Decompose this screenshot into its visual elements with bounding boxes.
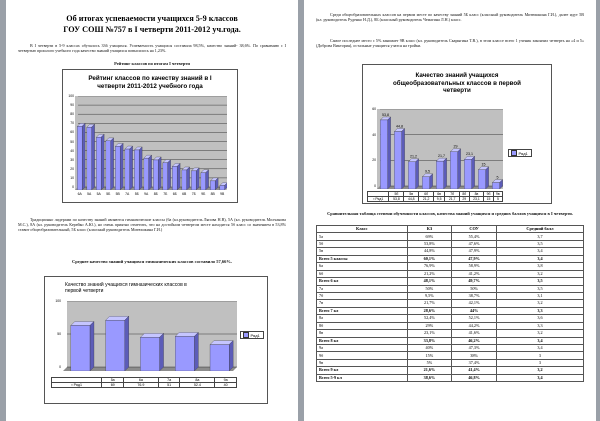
cell-avg: 3,5 — [496, 240, 583, 247]
cell-class: Всего 6 кл — [317, 278, 408, 285]
cell-class: Всего 5-9 кл — [317, 374, 408, 381]
bar — [144, 155, 152, 190]
data-table-category: 5а — [102, 378, 124, 383]
table-row — [317, 352, 584, 359]
cell-sou: 41,2% — [452, 270, 497, 277]
x-tick-label: 6А — [77, 192, 82, 196]
y-tick-label: 60 — [372, 107, 376, 111]
x-tick-label: 5В — [115, 192, 120, 196]
cell-sou: 47,9% — [452, 255, 497, 262]
cell-sou: 49,7% — [452, 278, 497, 285]
doc-title-line1: Об итогах успеваемости учащихся 5-9 классов — [66, 14, 238, 23]
intro-paragraph: В I четверти в 5-9 классах обучалось 336 учащихся. Успеваемость учащихся составила 98,5%, качество знаний- 38,6%. По сравнению с I четвертью прошлого учебного года качество знаний учащихся повысилось на 1,23%. — [18, 43, 286, 54]
table-row — [317, 248, 584, 255]
x-tick-label: 9Б — [201, 192, 206, 196]
gymnasium-chart — [44, 276, 268, 404]
bar-value-label: 21,7 — [438, 153, 445, 158]
x-tick-label: 7Б — [191, 192, 196, 196]
gymnasium-chart-plot — [63, 301, 237, 371]
table-row — [317, 263, 584, 270]
bar — [175, 332, 198, 371]
cell-class: 8в — [317, 330, 408, 337]
data-table-category: 8б — [460, 192, 469, 197]
data-table-values — [52, 383, 237, 388]
data-table-series-label: ▪ Ряд1 — [368, 197, 389, 202]
bar — [380, 117, 390, 189]
bar — [450, 149, 460, 189]
y-tick-label: 20 — [70, 166, 74, 171]
bar-value-label: 53,8 — [382, 112, 389, 117]
bar — [478, 167, 488, 189]
gymnasium-chart-title: Качество знаний учащихся гимназических классов в первой четверти — [65, 282, 187, 295]
data-table-values — [368, 197, 503, 202]
bar — [492, 180, 502, 189]
gymnasium-average-heading: Среднее качество знаний учащихся гимназических классов составило 57,66%. — [71, 259, 233, 264]
bar — [172, 163, 180, 190]
cell-sou: 46,8% — [452, 374, 497, 381]
table-row — [317, 359, 584, 366]
bar — [182, 167, 190, 190]
table-row — [317, 240, 584, 247]
comparison-table-header-row — [317, 226, 584, 233]
cell-avg: 3,5 — [496, 278, 583, 285]
general-chart-data-table — [367, 191, 503, 202]
data-table-category: 9а — [215, 378, 237, 383]
data-table-value: 15 — [484, 197, 493, 202]
cell-class: Всего 9 кл — [317, 367, 408, 374]
cell-avg: 3,8 — [496, 263, 583, 270]
cell-kz: 76,9% — [407, 263, 452, 270]
bar-value-label: 23,1 — [466, 152, 473, 157]
data-table-value: 21,7 — [445, 197, 460, 202]
data-table-value: 44,8 — [404, 197, 419, 202]
cell-kz: 60,1% — [407, 255, 452, 262]
table-row — [317, 337, 584, 344]
cell-kz: 21,7% — [407, 300, 452, 307]
data-table-value: 40 — [215, 383, 237, 388]
cell-sou: 44,2% — [452, 322, 497, 329]
cell-avg: 3,4 — [496, 248, 583, 255]
last-place-paragraph: Самое последнее место с 5% занимает 9В класс (кл. руководитель Скарыгина Т.В.), в этом классе всего 1 ученик закончил четверть на «4 и 5» (Доброва Виктория), остальные учащиеся учатся на тройки. — [316, 38, 584, 49]
y-tick-label: 60 — [70, 130, 74, 135]
y-tick-label: 0 — [374, 184, 376, 188]
cell-kz: 48,1% — [407, 278, 452, 285]
cell-sou: 38% — [452, 352, 497, 359]
y-tick-label: 80 — [70, 112, 74, 117]
cell-avg: 3,6 — [496, 315, 583, 322]
general-chart-legend-label: Ряд1 — [518, 150, 528, 156]
bar — [115, 143, 123, 190]
bar — [436, 158, 446, 189]
table-row — [317, 367, 584, 374]
gymnasium-chart-y-ticks — [49, 301, 61, 371]
bar-value-label: 21,2 — [410, 154, 417, 159]
bar — [210, 178, 218, 190]
y-tick-label: 50 — [70, 139, 74, 144]
cell-class: 7а — [317, 285, 408, 292]
cell-kz: 69% — [407, 233, 452, 240]
cell-class: Всего 5 классы — [317, 255, 408, 262]
cell-avg: 3,4 — [496, 345, 583, 352]
rating-chart — [62, 69, 238, 203]
rating-chart-x-labels — [75, 192, 227, 196]
data-table-category: 7б — [445, 192, 460, 197]
y-tick-label: 90 — [70, 103, 74, 108]
cell-class: 5в — [317, 248, 408, 255]
cell-kz: 23,1% — [407, 330, 452, 337]
bar — [140, 333, 163, 371]
data-table-value: 29 — [460, 197, 469, 202]
cell-avg: 3,4 — [496, 337, 583, 344]
general-classes-paragraph: Среди общеобразовательных классов на первом месте по качеству знаний 5Б класс (классный руководитель Митюшкина Г.И.), далее идут 5В (кл. руководитель Руденко Н.Д.), 8Б (классный руководитель Чемагина Л.Н.) класс. — [316, 12, 584, 23]
data-table-category: 6а — [124, 378, 159, 383]
comparison-table — [316, 225, 584, 382]
legend-swatch — [243, 332, 249, 338]
col-header-sou: СОУ — [452, 226, 497, 233]
x-tick-label: 6Б — [172, 192, 177, 196]
table-row — [317, 270, 584, 277]
cell-avg: 3,1 — [496, 292, 583, 299]
page-left — [6, 0, 298, 421]
bar — [153, 157, 161, 190]
bar — [77, 123, 85, 190]
data-table-category: 8а — [180, 378, 215, 383]
data-table-series-label: ▪ Ряд1 — [52, 383, 102, 388]
bar — [87, 124, 95, 190]
cell-class: 9б — [317, 352, 408, 359]
table-row — [317, 307, 584, 314]
cell-class: 5а — [317, 233, 408, 240]
data-table-category: 9в — [493, 192, 502, 197]
table-row — [317, 285, 584, 292]
table-row — [317, 300, 584, 307]
data-table-category: 7а — [158, 378, 180, 383]
data-table-value: 23,1 — [469, 197, 484, 202]
y-tick-label: 100 — [55, 299, 61, 303]
leaders-paragraph: Традиционно лидерами по качеству знаний являются гимназические классы (6а (кл.руководитель Ляпова Н.В), 5А (кл. руководитель Молчанова М.С.), 8А (кл. руководитель Керейко А.Ю.), но очень приятно отметить, что на достойном четвертом месте находится 5б класс со значением в 53,8% ставит общеобразовательный, 5Б класс (классный руководитель Митюшкина Г.И.) — [18, 217, 286, 233]
bar — [106, 316, 129, 371]
data-table-category: 8в — [469, 192, 484, 197]
bar — [125, 146, 133, 190]
col-header-avg: Средний балл — [496, 226, 583, 233]
table-row — [317, 292, 584, 299]
data-table-value: 69 — [102, 383, 124, 388]
cell-sou: 55,4% — [452, 233, 497, 240]
bar-value-label: 15 — [481, 162, 486, 167]
data-table-category: 6б — [419, 192, 434, 197]
cell-class: 9а — [317, 345, 408, 352]
cell-kz: 52,4% — [407, 315, 452, 322]
x-tick-label: 9А — [144, 192, 149, 196]
rating-chart-y-ticks — [64, 96, 74, 190]
bar — [210, 341, 233, 371]
bar-value-label: 9,5 — [425, 169, 430, 174]
cell-kz: 5% — [407, 359, 452, 366]
cell-avg: 3 — [496, 359, 583, 366]
table-row — [317, 255, 584, 262]
cell-avg: 3,2 — [496, 270, 583, 277]
cell-kz: 40% — [407, 345, 452, 352]
cell-avg: 3,4 — [496, 255, 583, 262]
col-header-class: Класс — [317, 226, 408, 233]
data-table-value: 9,5 — [434, 197, 445, 202]
x-tick-label: 5А — [87, 192, 92, 196]
gymnasium-chart-legend — [240, 331, 264, 339]
y-tick-label: 0 — [72, 185, 74, 189]
bar — [71, 321, 94, 371]
cell-sou: 41,4% — [452, 367, 497, 374]
cell-class: 6а — [317, 263, 408, 270]
data-table-category: 5в — [404, 192, 419, 197]
cell-kz: 15% — [407, 352, 452, 359]
cell-avg: 3,4 — [496, 374, 583, 381]
cell-class: Всего 7 кл — [317, 307, 408, 314]
data-table-value: 51 — [158, 383, 180, 388]
cell-kz: 33,8% — [407, 337, 452, 344]
data-table-value: 76.9 — [124, 383, 159, 388]
table-row — [317, 278, 584, 285]
general-chart-plot — [377, 109, 503, 189]
legend-swatch — [511, 150, 517, 156]
bar — [394, 129, 404, 189]
cell-class: 7в — [317, 300, 408, 307]
y-tick-label: 40 — [372, 132, 376, 137]
y-tick-label: 0 — [59, 365, 61, 369]
cell-sou: 47,3% — [452, 345, 497, 352]
data-table-value: 5 — [493, 197, 502, 202]
table-row — [317, 330, 584, 337]
x-tick-label: 5Б — [106, 192, 111, 196]
cell-sou: 42,1% — [452, 300, 497, 307]
cell-sou: 50% — [452, 285, 497, 292]
x-tick-label: 5А — [96, 192, 101, 196]
cell-sou: 37,4% — [452, 359, 497, 366]
y-tick-label: 10 — [70, 175, 74, 180]
bar — [191, 168, 199, 190]
data-table-category: 9б — [484, 192, 493, 197]
cell-class: Всего 8 кл — [317, 337, 408, 344]
table-row — [317, 374, 584, 381]
data-table-value: 52.4 — [180, 383, 215, 388]
rating-chart-plot — [75, 96, 227, 190]
cell-kz: 28,6% — [407, 307, 452, 314]
gymnasium-chart-data-table — [51, 377, 237, 388]
cell-class: 5б — [317, 240, 408, 247]
data-table-category: 5б — [389, 192, 404, 197]
table-row — [317, 233, 584, 240]
cell-avg: 3,3 — [496, 322, 583, 329]
x-tick-label: 7Б — [163, 192, 168, 196]
data-table-category: 6в — [434, 192, 445, 197]
x-tick-label: 8Б — [153, 192, 158, 196]
y-tick-label: 40 — [70, 148, 74, 153]
bar-value-label: 5 — [496, 175, 499, 180]
cell-sou: 47,9% — [452, 248, 497, 255]
x-tick-label: 5Б — [134, 192, 139, 196]
cell-kz: 50% — [407, 285, 452, 292]
y-tick-label: 70 — [70, 121, 74, 126]
x-tick-label: 6В — [182, 192, 187, 196]
cell-avg: 3,2 — [496, 330, 583, 337]
col-header-kz: КЗ — [407, 226, 452, 233]
cell-kz: 53,8% — [407, 240, 452, 247]
cell-avg: 3,2 — [496, 300, 583, 307]
cell-kz: 29% — [407, 322, 452, 329]
cell-class: 9в — [317, 359, 408, 366]
bar-value-label: 44,8 — [396, 124, 403, 129]
data-table-value: 53,8 — [389, 197, 404, 202]
cell-kz: 21,2% — [407, 270, 452, 277]
chart-svg — [63, 301, 237, 371]
chart-svg — [75, 96, 227, 190]
doc-title-line2: ГОУ СОШ №757 в I четверти 2011-2012 уч.года. — [63, 25, 241, 34]
bar — [134, 147, 142, 190]
table-row — [317, 345, 584, 352]
bar — [163, 160, 171, 190]
cell-class: 6б — [317, 270, 408, 277]
table-row — [317, 315, 584, 322]
cell-class: 7б — [317, 292, 408, 299]
cell-sou: 47,6% — [452, 240, 497, 247]
gymnasium-chart-legend-label: Ряд1 — [250, 332, 260, 338]
cell-kz: 21,6% — [407, 367, 452, 374]
bar-value-label: 29 — [453, 144, 458, 149]
y-tick-label: 30 — [70, 157, 74, 162]
x-tick-label: 8В — [210, 192, 215, 196]
cell-sou: 44% — [452, 307, 497, 314]
y-tick-label: 20 — [372, 158, 376, 163]
y-tick-label: 50 — [57, 332, 61, 336]
general-chart — [362, 64, 552, 204]
cell-avg: 3,2 — [496, 367, 583, 374]
y-tick-label: 100 — [68, 94, 74, 98]
cell-kz: 44,8% — [407, 248, 452, 255]
cell-kz: 38,6% — [407, 374, 452, 381]
cell-sou: 52,1% — [452, 315, 497, 322]
table-row — [317, 322, 584, 329]
cell-sou: 38,7% — [452, 292, 497, 299]
bar — [464, 156, 474, 189]
general-chart-y-ticks — [365, 109, 376, 189]
general-chart-legend — [508, 149, 532, 157]
cell-avg: 3,7 — [496, 233, 583, 240]
cell-avg: 3,3 — [496, 307, 583, 314]
data-table-value: 21,2 — [419, 197, 434, 202]
comparison-table-title: Сравнительная таблица степени обученности классов, качества знаний учащихся и средних баллов учащихся в I четверти. — [327, 211, 573, 216]
bar — [422, 174, 432, 189]
bar — [106, 138, 114, 190]
page-right — [304, 0, 596, 421]
rating-chart-title: Рейтинг классов по качеству знаний в I четверти 2011-2012 учебного года — [88, 75, 212, 90]
cell-kz: 9,5% — [407, 292, 452, 299]
bar — [96, 134, 104, 190]
cell-avg: 3,5 — [496, 285, 583, 292]
bar — [201, 170, 209, 190]
cell-sou: 46,2% — [452, 337, 497, 344]
cell-class: 8б — [317, 322, 408, 329]
cell-sou: 58,9% — [452, 263, 497, 270]
chart-svg — [377, 109, 503, 189]
cell-avg: 3 — [496, 352, 583, 359]
bar — [408, 159, 418, 189]
cell-sou: 41,6% — [452, 330, 497, 337]
x-tick-label: 9В — [220, 192, 225, 196]
cell-class: 8а — [317, 315, 408, 322]
general-chart-title: Качество знаний учащихся общеобразовательных классов в первой четверти — [393, 72, 521, 95]
rating-heading: Рейтинг классов по итогам I четверти — [114, 61, 190, 66]
x-tick-label: 7А — [125, 192, 130, 196]
